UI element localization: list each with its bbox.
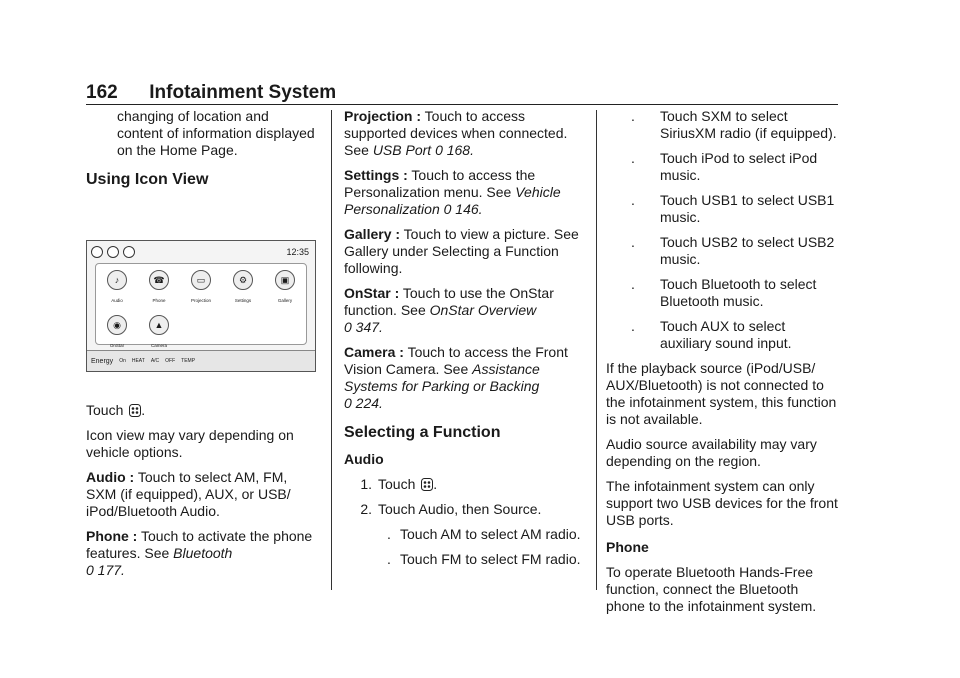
usb-support-note: The infotainment system can only support two USB devices for the front USB ports. [606,478,838,528]
bullet: . [631,276,635,292]
screen-climate-bar [87,350,315,371]
onstar-description: OnStar : Touch to use the OnStar function. See OnStar Overview 0 347. [344,285,554,335]
climate-ac: A/C [150,357,160,364]
phone-subhead: Phone [606,539,649,555]
audio-steps [344,476,584,518]
bullet: . [631,150,635,166]
screen-clock: 12:35 [286,246,309,257]
list-item: 2. Touch Audio, then Source. [360,501,542,517]
audio-subhead: Audio [344,451,384,467]
list-item: . Touch FM to select FM radio. [378,551,584,568]
touch-instruction: Touch . [86,402,146,418]
bullet: . [387,526,391,542]
climate-temp: TEMP [181,357,196,364]
list-item: . Touch USB1 to select USB1 music. [606,192,838,226]
home-screen-illustration [86,240,316,372]
app-phone: ☎ Phone [138,270,180,309]
list-item: . Touch AM to select AM radio. [378,526,584,543]
icon-view-icon [421,478,433,491]
phone-description: Phone : Touch to activate the phone features. See Bluetooth 0 177. [86,528,313,578]
gallery-icon: ▣ [275,270,295,290]
usb-port-link[interactable]: USB Port [372,142,432,158]
phone-instruction: To operate Bluetooth Hands-Free function, connect the Bluetooth phone to the infotainment system. [606,564,817,614]
screen-status-bar [91,245,309,259]
list-item: . Touch SXM to select SiriusXM radio (if equipped). [606,108,838,142]
page-title: Infotainment System [149,82,337,103]
assistance-systems-link[interactable]: Assistance Systems for Parking or Backing [344,361,540,394]
column-divider-2 [596,110,597,590]
phone-icon: ☎ [149,270,169,290]
projection-icon: ▭ [191,270,211,290]
bullet: . [631,108,635,124]
list-item: 1. Touch . [360,476,438,492]
audio-bullets [344,526,584,568]
list-item: . Touch AUX to select auxiliary sound input. [606,318,838,352]
column-1 [86,108,318,587]
vehicle-personalization-link[interactable]: Vehicle Personalization [344,184,561,217]
section-title-icon-view: Using Icon View [86,171,209,188]
bullet: . [631,234,635,250]
gear-icon: ⚙ [233,270,253,290]
header-rule [86,104,838,105]
onstar-icon: ◉ [107,315,127,335]
gallery-description: Gallery : Touch to view a picture. See Gallery under Selecting a Function following. [344,226,579,276]
energy-label: Energy [91,357,114,365]
list-item: . Touch Bluetooth to select Bluetooth music. [606,276,838,310]
settings-description: Settings : Touch to access the Personalization menu. See Vehicle Personalization 0 146. [344,167,561,217]
onstar-overview-link[interactable]: OnStar Overview [429,302,537,318]
column-3 [606,108,838,623]
music-note-icon: ♪ [107,270,127,290]
page-header [86,82,336,104]
audio-description: Audio : Touch to select AM, FM, SXM (if equipped), AUX, or USB/ iPod/Bluetooth Audio. [86,469,291,519]
list-item: . Touch USB2 to select USB2 music. [606,234,838,268]
climate-off: OFF [165,357,176,364]
bluetooth-link[interactable]: Bluetooth [173,545,233,561]
source-bullets [606,108,838,352]
section-title-selecting-function: Selecting a Function [344,424,501,441]
app-projection: ▭ Projection [180,270,222,309]
list-view-icon [123,246,135,258]
climate-heat: HEAT [131,357,145,364]
home-icon [91,246,103,258]
app-gallery: ▣ Gallery [264,270,306,309]
continued-text: changing of location and content of information displayed on the Home Page. [117,108,315,158]
page-number: 162 [86,82,118,103]
bullet: . [631,192,635,208]
column-divider-1 [331,110,332,590]
bullet: . [387,551,391,567]
list-item: . Touch iPod to select iPod music. [606,150,838,184]
column-2 [344,108,584,576]
icon-view-icon [107,246,119,258]
availability-note: Audio source availability may vary depending on the region. [606,436,817,469]
climate-on: On [119,357,126,364]
bullet: . [631,318,635,334]
app-settings: ⚙ Settings [222,270,264,309]
app-onstar: ◉ OnStar [96,315,138,354]
icon-view-icon [129,404,141,417]
app-panel [95,263,307,348]
playback-source-note: If the playback source (iPod/USB/ AUX/Bluetooth) is not connected to the infotainment system, this function is not available. [606,360,837,427]
app-audio: ♪ Audio [96,270,138,309]
camera-description: Camera : Touch to access the Front Vision Camera. See Assistance Systems for Parking or Backing 0 224. [344,344,568,411]
camera-icon: ▲ [149,315,169,335]
icon-view-note: Icon view may vary depending on vehicle options. [86,427,294,460]
app-camera: ▲ Camera [138,315,180,354]
projection-description: Projection : Touch to access supported devices when connected. See USB Port 0 168. [344,108,568,158]
